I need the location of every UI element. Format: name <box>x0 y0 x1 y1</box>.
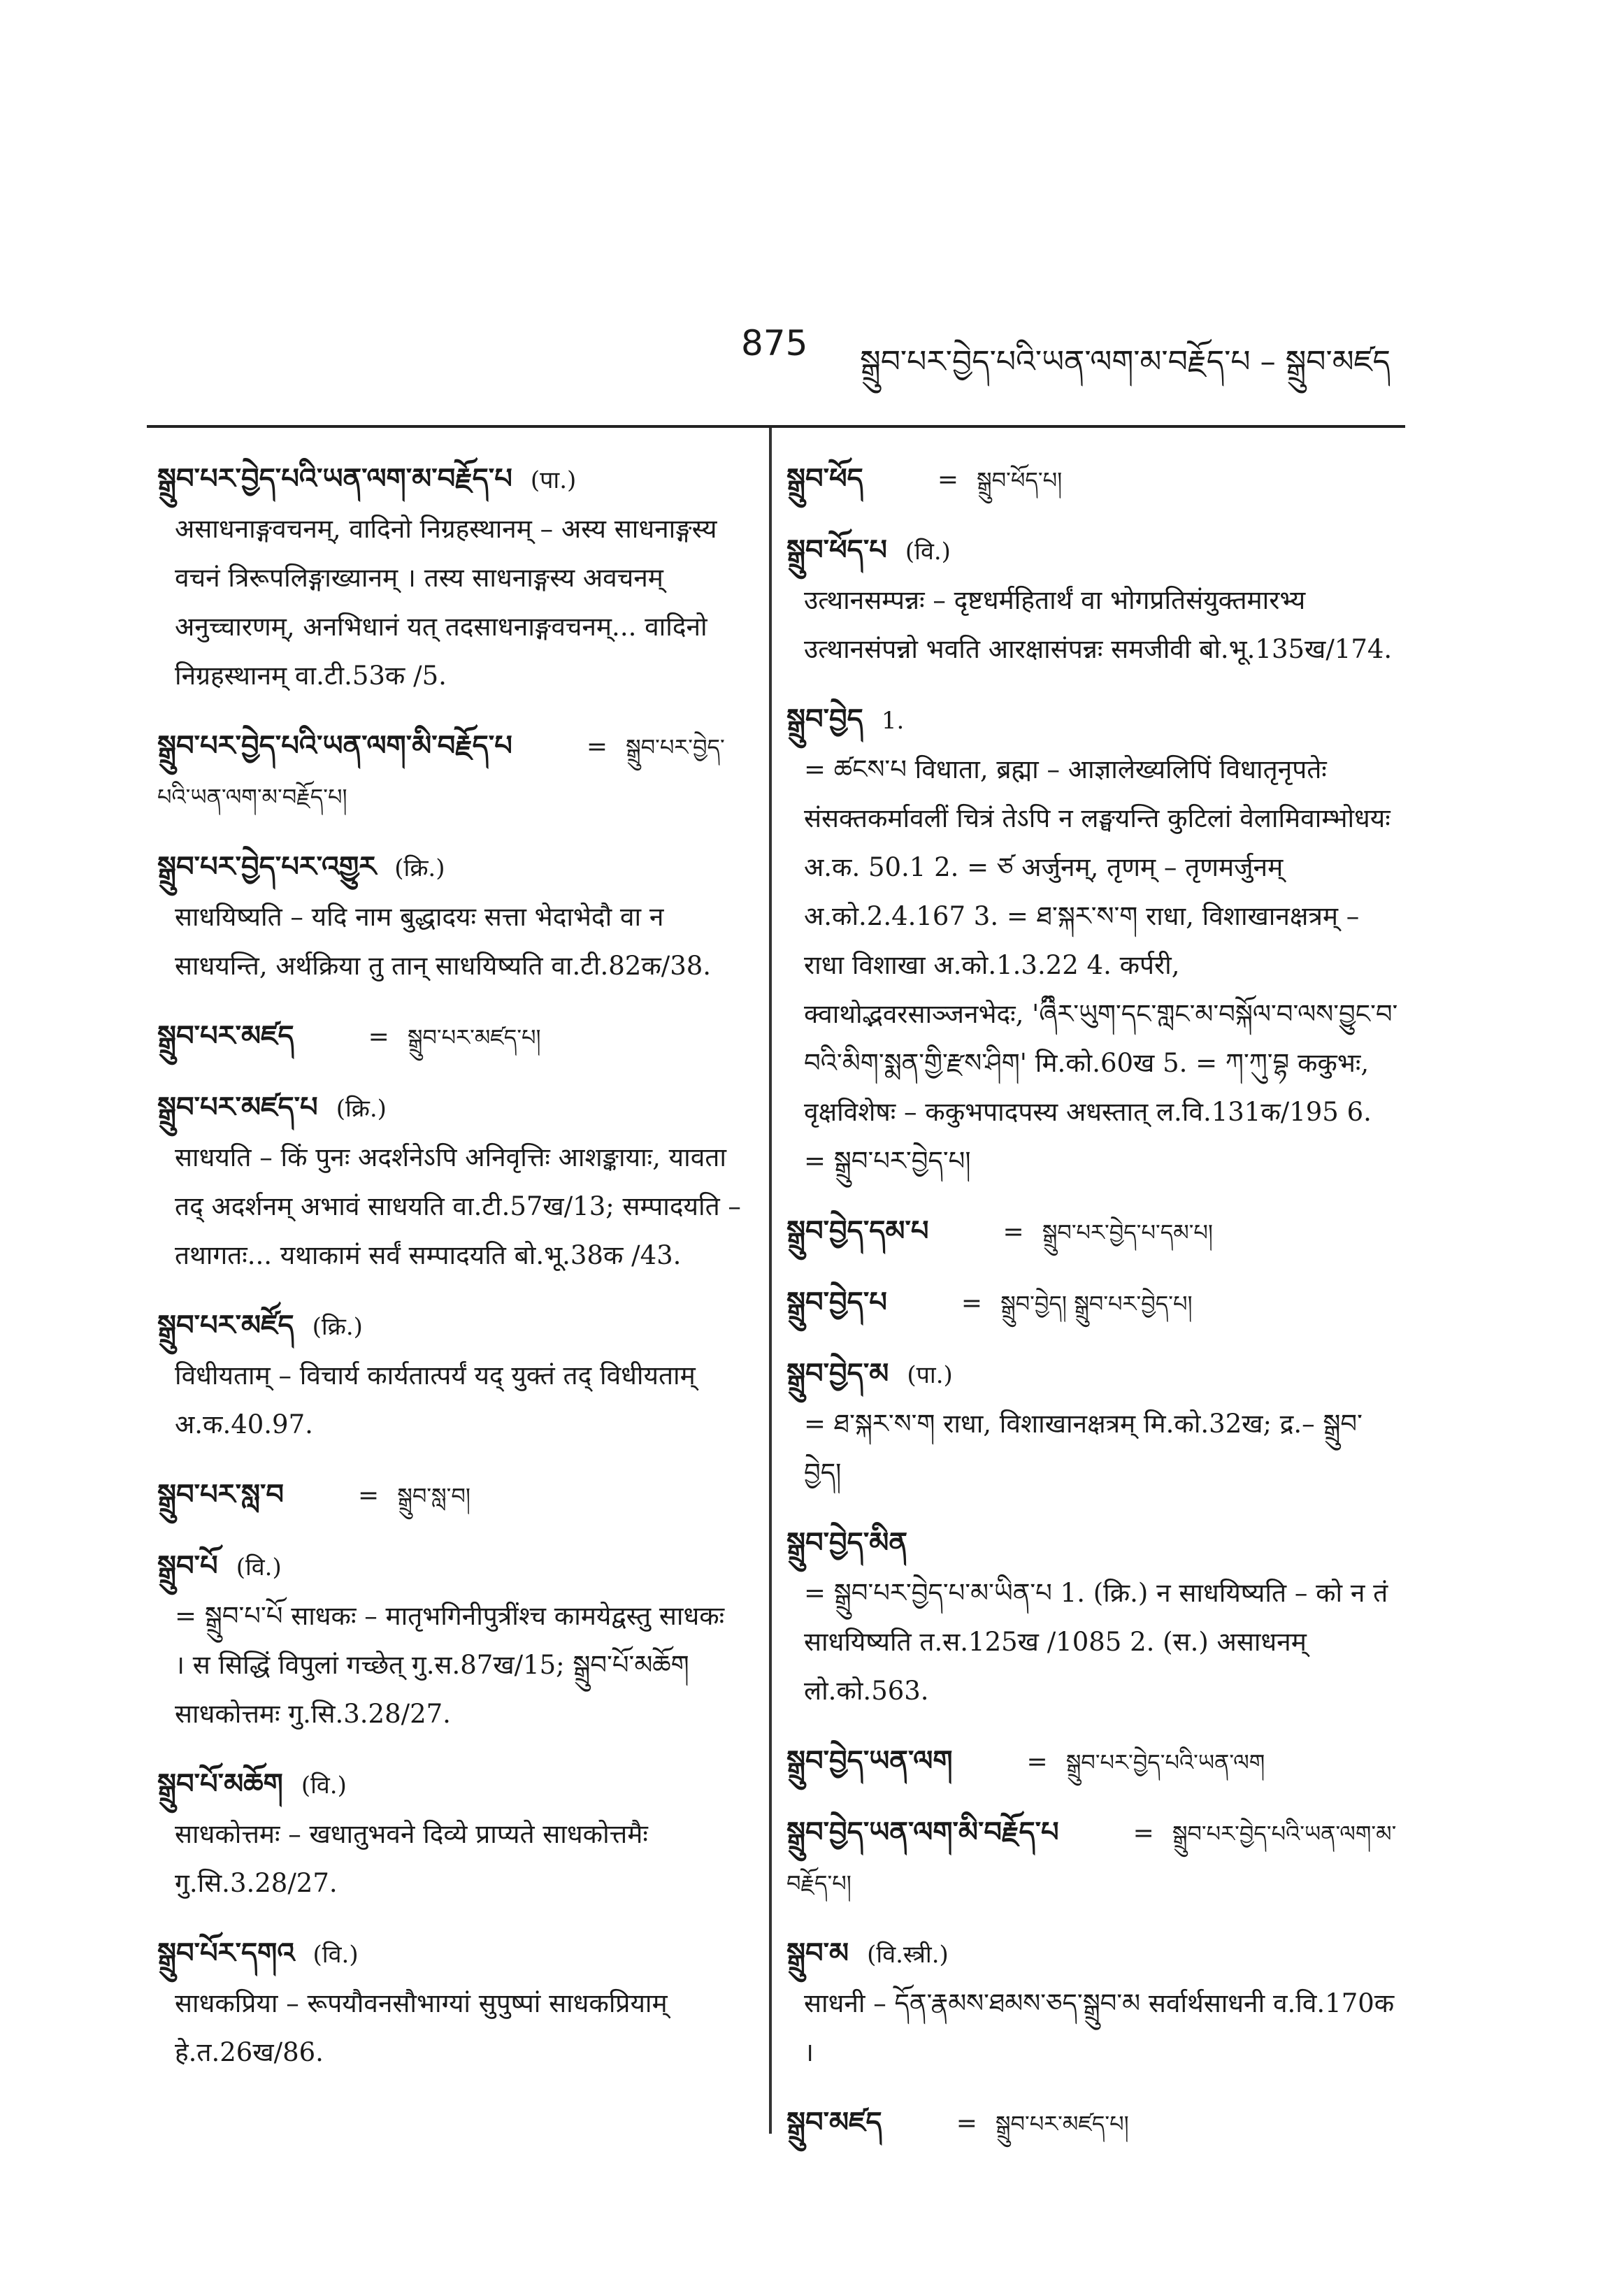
entry-headword: སྒྲུབ་མཛད <box>786 2106 882 2139</box>
dictionary-entry <box>157 1760 741 1908</box>
dictionary-entry <box>786 2098 1398 2148</box>
entry-headword: སྒྲུབ་པར་བྱེད་པར་འགྱུར <box>157 850 377 883</box>
entry-headword: སྒྲུབ་པོར་དགའ <box>157 1937 295 1969</box>
entry-crossref: སྒྲུབ་པར་བྱེད་པའི་ཡན་ལག་མ་བརྗོད་པ། <box>157 734 725 810</box>
entry-body: साधनी – དོན་རྣམས་ཐམས་ཅད་སྒྲུབ་མ सर्वार्थसाधनी व.वि.170क । <box>804 1988 1395 2067</box>
entry-crossref: སྒྲུབ་ཕོད་པ། <box>977 467 1063 494</box>
entry-equals: = <box>368 1023 389 1051</box>
header-rule <box>147 425 1405 428</box>
left-column <box>157 454 741 2098</box>
entry-body: = ཐ་སྐར་ས་ག राधा, विशाखानक्षत्रम् मि.को.32ख; द्र.– སྒྲུབ་བྱེད། <box>804 1409 1363 1488</box>
dictionary-entry <box>157 1542 741 1739</box>
dictionary-entry <box>157 454 741 701</box>
entry-grammar-tag: 1. <box>881 707 905 735</box>
dictionary-entry <box>786 454 1398 505</box>
entry-equals: = <box>1003 1218 1024 1247</box>
entry-grammar-tag: (पा.) <box>907 1361 953 1389</box>
entry-equals: = <box>1133 1819 1154 1848</box>
entry-body: उत्थानसम्पन्नः – दृष्टधर्महितार्थं वा भोगप्रतिसंयुक्तमारभ्य उत्थानसंपन्नो भवति आरक्षासंपन्नः समजीवी बो.भू.135ख/174. <box>804 585 1393 664</box>
entry-body: असाधनाङ्गवचनम्, वादिनो निग्रहस्थानम् – अस्य साधनाङ्गस्य वचनं त्रिरूपलिङ्गाख्यानम् । तस्य साधनाङ्गस्य अवचनम् अनुच्चारणम्, अनभिधानं यत् तदसाधनाङ्गवचनम्... वादिनो निग्रहस्थानम् वा.टी.53क /5. <box>175 514 717 691</box>
entry-equals: = <box>937 466 959 494</box>
entry-headword: སྒྲུབ་བྱེད་ཡན་ལག་མི་བརྗོད་པ <box>786 1816 1059 1848</box>
entry-crossref: སྒྲུབ་པར་བྱེད་པའི་ཡན་ལག་མ་བརྗོད་པ། <box>786 1820 1397 1897</box>
entry-headword: སྒྲུབ་བྱེད་དམ་པ <box>786 1214 929 1247</box>
entry-body: साधयिष्यति – यदि नाम बुद्धादयः सत्ता भेदाभेदौ वा न साधयन्ति, अर्थक्रिया तु तान् साधयिष्यति वा.टी.82क/38. <box>175 902 712 981</box>
entry-headword: སྒྲུབ་པར་མཛད་པ <box>157 1091 318 1123</box>
dictionary-entry <box>157 1470 741 1521</box>
entry-headword: སྒྲུབ་བྱེད་ཡན་ལག <box>786 1744 953 1777</box>
dictionary-entry <box>157 721 741 821</box>
entry-headword: སྒྲུབ་མ <box>786 1937 849 1969</box>
entry-crossref: སྒྲུབ་པར་བྱེད་པ་དམ་པ། <box>1042 1219 1214 1246</box>
entry-headword: སྒྲུབ་པར་བྱེད་པའི་ཡན་ལག་མ་བརྗོད་པ <box>157 462 512 495</box>
entry-headword: སྒྲུབ་པར་བྱེད་པའི་ཡན་ལག་མི་བརྗོད་པ <box>157 729 512 762</box>
entry-equals: = <box>956 2109 977 2138</box>
page-header <box>741 323 1447 380</box>
entry-equals: = <box>961 1289 983 1318</box>
dictionary-entry <box>157 1012 741 1062</box>
entry-grammar-tag: (पा.) <box>530 466 577 494</box>
dictionary-entry <box>157 1301 741 1449</box>
entry-body: = ཚངས་པ विधाता, ब्रह्मा – आज्ञालेख्यलिपिं विधातृनृपतेः संसक्तकर्मावलीं चित्रं तेऽपि न लङ्घयन्ति कुटिलां वेलामिवाम्भोधयः अ.क. 50.1 2. = ཙ अर्जुनम्, तृणम् – तृणमर्जुनम् अ.को.2.4.167 3. = ཐ་སྐར་ས་ག राधा, विशाखानक्षत्रम् – राधा विशाखा अ.को.1.3.22 4. कर्परी, क्वाथोद्भवरसाञ्जनभेदः, 'ཞྀིར་ཡུག་དང་གླང་མ་བསྐོལ་བ་ལས་བྱུང་བ་བའི་མིག་སྨན་གྱི་རྫས་ཤིག' मि.को.60ख 5. = ཀ་ཀུ་བྷ ककुभः, वृक्षविशेषः – ककुभपादपस्य अधस्तात् ल.वि.131क/195 6. = སྒྲུབ་པར་བྱེད་པ། <box>804 754 1398 1176</box>
entry-body: = སྒྲུབ་པ་པོ साधकः – मातृभगिनीपुत्रींश्च कामयेद्वस्तु साधकः । स सिद्धिं विपुलां गच्छेत् गु.स.87ख/15; སྒྲུབ་པོ་མཆོག साधकोत्तमः गु.सि.3.28/27. <box>175 1601 725 1729</box>
entry-grammar-tag: (वि.) <box>905 538 951 566</box>
entry-body: साधकप्रिया – रूपयौवनसौभाग्यां सुपुष्पां साधकप्रियाम् हे.त.26ख/86. <box>175 1988 668 2067</box>
entry-grammar-tag: (वि.) <box>236 1553 282 1581</box>
dictionary-entry <box>786 1929 1398 2077</box>
dictionary-entry <box>786 1518 1398 1716</box>
entry-headword: སྒྲུབ་ཕོད་པ <box>786 533 887 566</box>
entry-headword: སྒྲུབ་བྱེད <box>786 703 863 735</box>
dictionary-entry <box>157 1929 741 2077</box>
dictionary-entry <box>157 1083 741 1280</box>
entry-headword: སྒྲུབ་པོ <box>157 1549 218 1582</box>
entry-crossref: སྒྲུབ་པར་བྱེད་པའི་ཡན་ལག <box>1065 1749 1265 1776</box>
entry-grammar-tag: (वि.) <box>312 1941 359 1969</box>
entry-headword: སྒྲུབ་བྱེད་པ <box>786 1286 887 1319</box>
entry-equals: = <box>586 733 608 761</box>
entry-body: विधीयताम् – विचार्य कार्यतात्पर्यं यद् युक्तं तद् विधीयताम् अ.क.40.97. <box>175 1360 696 1439</box>
entry-crossref: སྒྲུབ་སླ་བ། <box>397 1483 470 1509</box>
entry-grammar-tag: (क्रि.) <box>336 1095 387 1123</box>
entry-body: साधकोत्तमः – खधातुभवने दिव्ये प्राप्यते साधकोत्तमैः गु.सि.3.28/27. <box>175 1819 648 1898</box>
entry-headword: སྒྲུབ་པར་མཛོད <box>157 1309 294 1342</box>
entry-equals: = <box>358 1481 380 1510</box>
entry-grammar-tag: (वि.स्त्री.) <box>867 1941 949 1969</box>
dictionary-entry <box>786 1207 1398 1257</box>
entry-headword: སྒྲུབ་པར་སླ་བ <box>157 1478 285 1511</box>
page-number: 875 <box>741 323 808 364</box>
entry-headword: སྒྲུབ་བྱེད་མ <box>786 1357 889 1390</box>
entry-grammar-tag: (क्रि.) <box>394 854 445 882</box>
entry-crossref: སྒྲུབ་པར་མཛད་པ། <box>995 2111 1129 2137</box>
dictionary-entry <box>786 526 1398 674</box>
right-column <box>786 454 1398 2169</box>
entry-body: = སྒྲུབ་པར་བྱེད་པ་མ་ཡིན་པ 1. (क्रि.) न साधयिष्यति – को न तं साधयिष्यति त.स.125ख /1085 2. (स.) असाधनम् लो.को.563. <box>804 1578 1388 1706</box>
dictionary-entry <box>786 1278 1398 1328</box>
entry-grammar-tag: (क्रि.) <box>312 1313 363 1341</box>
dictionary-entry <box>786 1349 1398 1498</box>
dictionary-entry <box>786 1737 1398 1787</box>
entry-headword: སྒྲུབ་པར་མཛད <box>157 1019 294 1052</box>
entry-headword: སྒྲུབ་ཕོད <box>786 462 863 495</box>
dictionary-entry <box>157 842 741 991</box>
entry-crossref: སྒྲུབ་པར་མཛད་པ། <box>407 1024 541 1051</box>
column-divider <box>769 428 772 2134</box>
dictionary-entry <box>786 695 1398 1186</box>
entry-headword: སྒྲུབ་བྱེད་མིན <box>786 1526 907 1559</box>
page-range: སྒྲུབ་པར་བྱེད་པའི་ཡན་ལག་མ་བརྗོད་པ – སྒྲུབ་མཛད <box>860 344 1391 380</box>
entry-body: साधयति – किं पुनः अदर्शनेऽपि अनिवृत्तिः आशङ्कायाः, यावता तद् अदर्शनम् अभावं साधयति वा.टी.57ख/13; सम्पादयति – तथागतः... यथाकामं सर्वं सम्पादयति बो.भू.38क /43. <box>175 1142 741 1270</box>
entry-grammar-tag: (वि.) <box>301 1772 347 1800</box>
entry-crossref: སྒྲུབ་བྱེད། སྒྲུབ་པར་བྱེད་པ། <box>1000 1291 1193 1317</box>
entry-equals: = <box>1026 1748 1048 1776</box>
dictionary-entry <box>786 1808 1398 1908</box>
entry-headword: སྒྲུབ་པོ་མཆོག <box>157 1767 283 1800</box>
